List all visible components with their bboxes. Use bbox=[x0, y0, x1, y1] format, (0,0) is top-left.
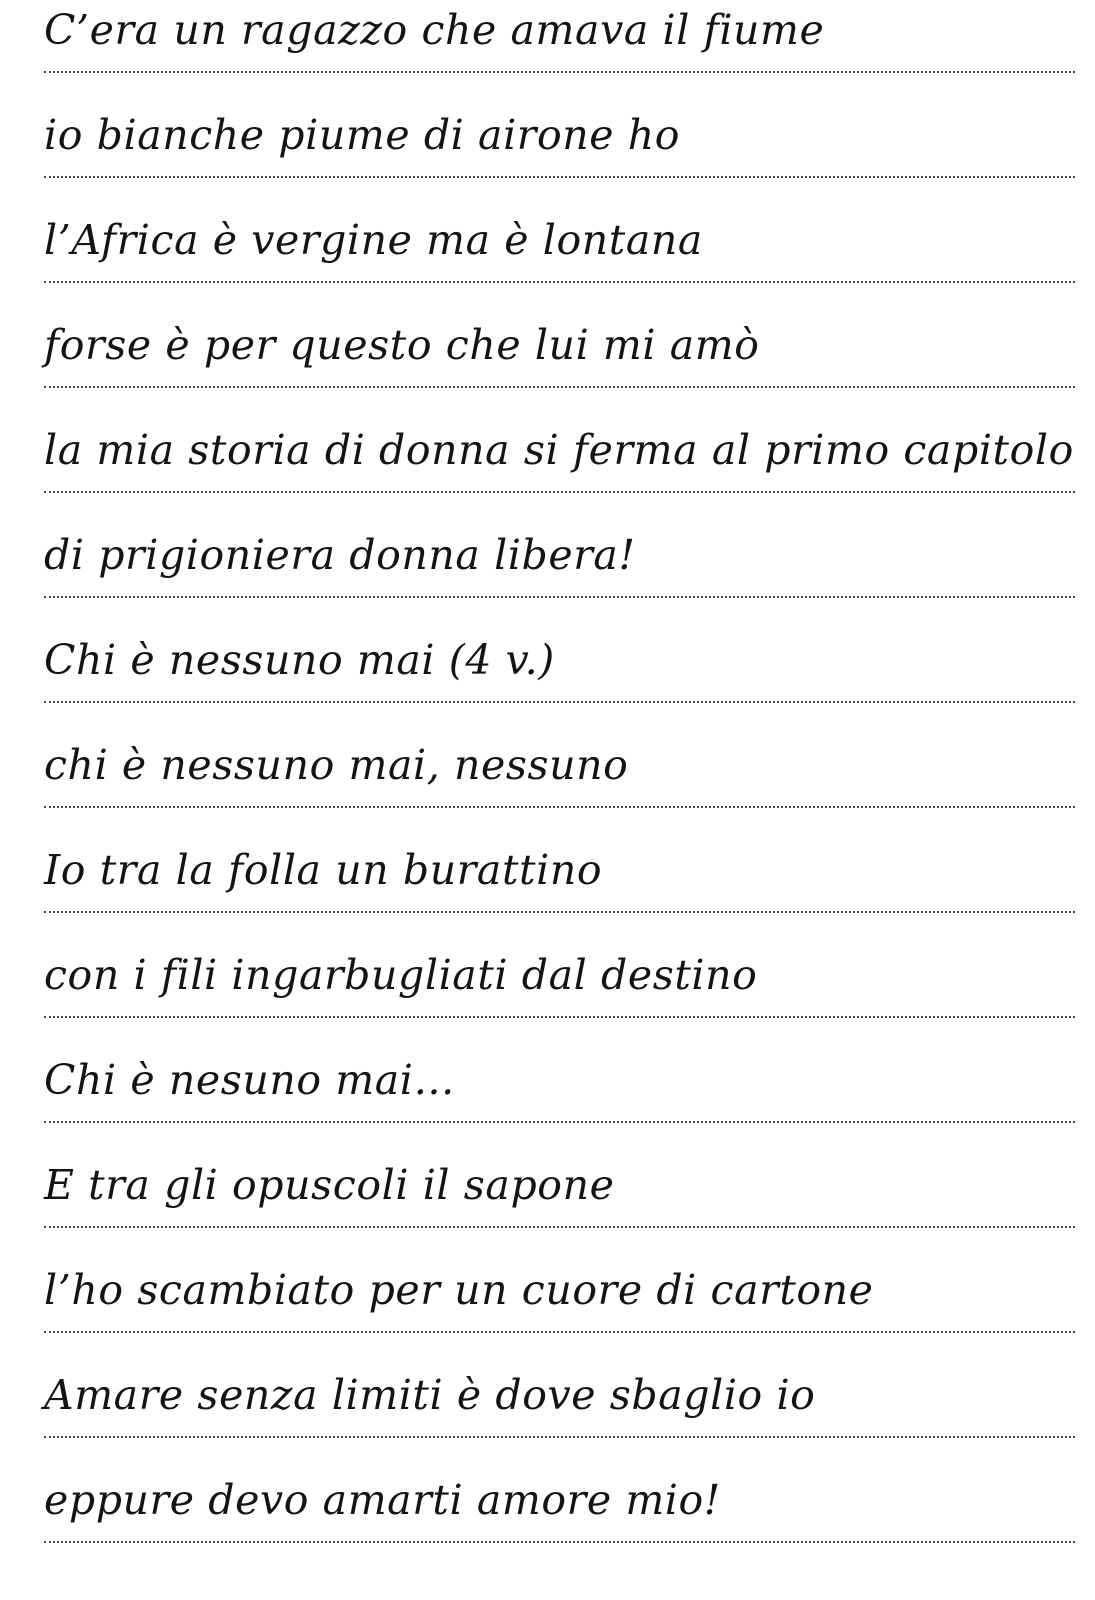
lyric-text: chi è nessuno mai, nessuno bbox=[44, 741, 629, 789]
lyric-line bbox=[44, 1438, 1075, 1543]
lyric-line bbox=[44, 388, 1075, 493]
lyric-text: di prigioniera donna libera! bbox=[44, 531, 636, 579]
lyric-text: con i fili ingarbugliati dal destino bbox=[44, 951, 758, 999]
lyric-line bbox=[44, 808, 1075, 913]
lyric-text: Chi è nesuno mai… bbox=[44, 1056, 456, 1104]
lyric-text: E tra gli opuscoli il sapone bbox=[44, 1161, 615, 1209]
lyric-text: C’era un ragazzo che amava il fiume bbox=[44, 6, 825, 54]
lyric-text: eppure devo amarti amore mio! bbox=[44, 1476, 721, 1524]
lyric-text: Chi è nessuno mai (4 v.) bbox=[44, 636, 555, 684]
lyric-line bbox=[44, 1123, 1075, 1228]
lyric-text: io bianche piume di airone ho bbox=[44, 111, 681, 159]
lyric-line bbox=[44, 1228, 1075, 1333]
lyric-line bbox=[44, 703, 1075, 808]
lyric-text: l’Africa è vergine ma è lontana bbox=[44, 216, 703, 264]
lyric-line bbox=[44, 73, 1075, 178]
lyric-line bbox=[44, 1018, 1075, 1123]
lyric-line bbox=[44, 178, 1075, 283]
lyric-line bbox=[44, 1333, 1075, 1438]
lyric-text: l’ho scambiato per un cuore di cartone bbox=[44, 1266, 874, 1314]
lyric-text: Amare senza limiti è dove sbaglio io bbox=[44, 1371, 816, 1419]
lyric-text: Io tra la folla un burattino bbox=[44, 846, 603, 894]
dotted-rule bbox=[44, 1541, 1075, 1543]
lyric-line bbox=[44, 598, 1075, 703]
lyric-text: la mia storia di donna si ferma al primo capitolo bbox=[44, 426, 1074, 474]
lyric-line bbox=[44, 493, 1075, 598]
lyric-line bbox=[44, 0, 1075, 73]
lyric-text: forse è per questo che lui mi amò bbox=[44, 321, 760, 369]
lyric-line bbox=[44, 283, 1075, 388]
lyric-line bbox=[44, 913, 1075, 1018]
